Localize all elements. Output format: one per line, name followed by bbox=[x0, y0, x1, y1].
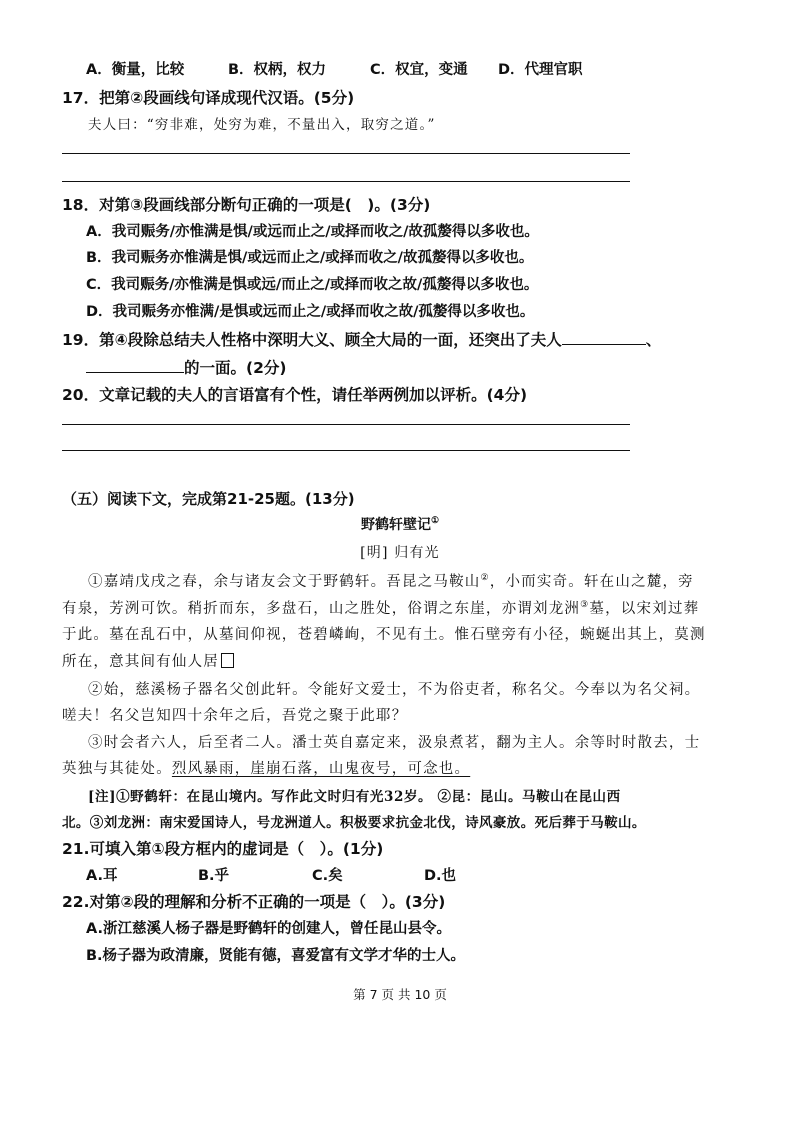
q19-line1 bbox=[62, 328, 661, 350]
p1-text-1: ①嘉靖戊戌之春，余与诸友会文于野鹤轩。吾昆之马鞍山 bbox=[88, 574, 481, 590]
q16-option-c: C．权宜，变通 bbox=[370, 62, 468, 78]
q19-text-1: 19．第④段除总结夫人性格中深明大义、顾全大局的一面，还突出了夫人 bbox=[62, 331, 562, 349]
q19-blank-2[interactable] bbox=[86, 358, 184, 373]
p2-line-2: 嗟夫！名父岂知四十余年之后，吾党之聚于此耶？ bbox=[62, 708, 408, 724]
p3-text: 英独与其徒处。 bbox=[62, 761, 172, 777]
passage-title-note: ① bbox=[430, 516, 440, 526]
q18-option-b: B．我司赈务亦惟满是惧/或远而止之/或择而收之/故孤嫠得以多收也。 bbox=[86, 250, 534, 266]
p3-line-1: ③时会者六人，后至者二人。潘士英自嘉定来，汲泉煮茗，翻为主人。余等时时散去，士 bbox=[88, 735, 701, 751]
p1-line-2 bbox=[62, 597, 699, 618]
q19-text-2: 的一面。(2分) bbox=[184, 359, 287, 377]
q21-stem: 21.可填入第①段方框内的虚词是（ ）。(1分) bbox=[62, 840, 384, 858]
notes-line-2: 北。③刘龙洲：南宋爱国诗人，号龙洲道人。积极要求抗金北伐，诗风豪放。死后葬于马鞍山。 bbox=[62, 815, 646, 831]
q21-option-a: A.耳 bbox=[86, 868, 118, 884]
notes-line-1: [注]①野鹤轩：在昆山境内。写作此文时归有光32岁。 ②昆：昆山。马鞍山在昆山西 bbox=[88, 789, 621, 805]
section5-heading: （五）阅读下文，完成第21-25题。(13分) bbox=[62, 490, 355, 508]
passage-author: [明] 归有光 bbox=[360, 545, 440, 561]
q16-option-a: A．衡量，比较 bbox=[86, 62, 185, 78]
p1-line-4 bbox=[62, 650, 234, 671]
q18-option-c: C．我司赈务/亦惟满是惧或远/而止之/或择而收之故/孤嫠得以多收也。 bbox=[86, 277, 539, 293]
q21-option-c: C.矣 bbox=[312, 868, 343, 884]
q22-stem: 22.对第②段的理解和分析不正确的一项是（ ）。(3分) bbox=[62, 893, 446, 911]
p1-line-3: 于此。墓在乱石中，从墓间仰视，苍碧嶙峋，不见有土。惟石壁旁有小径，蜿蜒出其上，莫测 bbox=[62, 627, 706, 643]
answer-line-1[interactable] bbox=[62, 153, 630, 154]
q18-stem: 18．对第③段画线部分断句正确的一项是( )。(3分) bbox=[62, 196, 431, 214]
q21-option-d: D.也 bbox=[424, 868, 457, 884]
q21-option-b: B.乎 bbox=[198, 868, 230, 884]
q18-option-a: A．我司赈务/亦惟满是惧/或远而止之/或择而收之/故孤嫠得以多收也。 bbox=[86, 224, 539, 240]
answer-line-3[interactable] bbox=[62, 424, 630, 425]
q19-blank-1[interactable] bbox=[562, 330, 646, 345]
q19-separator: 、 bbox=[645, 331, 662, 349]
answer-line-2[interactable] bbox=[62, 181, 630, 182]
p1-line-1 bbox=[88, 570, 694, 591]
q17-quote: 夫人曰：“穷非难，处穷为难，不量出入，取穷之道。” bbox=[88, 117, 436, 133]
q17-stem: 17．把第②段画线句译成现代汉语。(5分) bbox=[62, 89, 355, 107]
q20-stem: 20．文章记载的夫人的言语富有个性，请任举两例加以评析。(4分) bbox=[62, 386, 528, 404]
q16-option-b: B．权柄，权力 bbox=[228, 62, 327, 78]
note-ref-2: ② bbox=[480, 573, 490, 583]
p1-text-4: 墓，以宋刘过葬 bbox=[589, 601, 700, 617]
p1-text-2: ，小而实奇。轩在山之麓，旁 bbox=[489, 574, 694, 590]
q16-option-d: D．代理官职 bbox=[498, 62, 583, 78]
p1-text-3: 有泉，芳洌可饮。稍折而东，多盘石，山之胜处，俗谓之东崖，亦谓刘龙洲 bbox=[62, 601, 581, 617]
q18-option-d: D．我司赈务亦惟满/是惧或远而止之/或择而收之故/孤嫠得以多收也。 bbox=[86, 304, 535, 320]
p3-underlined-sentence: 烈风暴雨，崖崩石落，山鬼夜号，可念也。 bbox=[171, 761, 471, 777]
p3-line-2 bbox=[62, 757, 470, 778]
p1-text-5: 所在，意其间有仙人居 bbox=[62, 654, 219, 670]
page-footer: 第 7 页 共 10 页 bbox=[353, 987, 447, 1002]
passage-title bbox=[0, 514, 800, 534]
q22-option-b: B.杨子器为政清廉，贤能有德，喜爱富有文学才华的士人。 bbox=[86, 948, 466, 964]
p2-line-1: ②始，慈溪杨子器名父创此轩。令能好文爱士，不为俗吏者，称名父。今奉以为名父祠。 bbox=[88, 682, 701, 698]
answer-line-4[interactable] bbox=[62, 450, 630, 451]
fill-in-box[interactable] bbox=[221, 653, 234, 668]
passage-title-text: 野鹤轩壁记 bbox=[360, 517, 431, 533]
note-ref-3: ③ bbox=[580, 600, 590, 610]
q19-line2 bbox=[86, 356, 286, 378]
q22-option-a: A.浙江慈溪人杨子器是野鹤轩的创建人，曾任昆山县令。 bbox=[86, 921, 451, 937]
